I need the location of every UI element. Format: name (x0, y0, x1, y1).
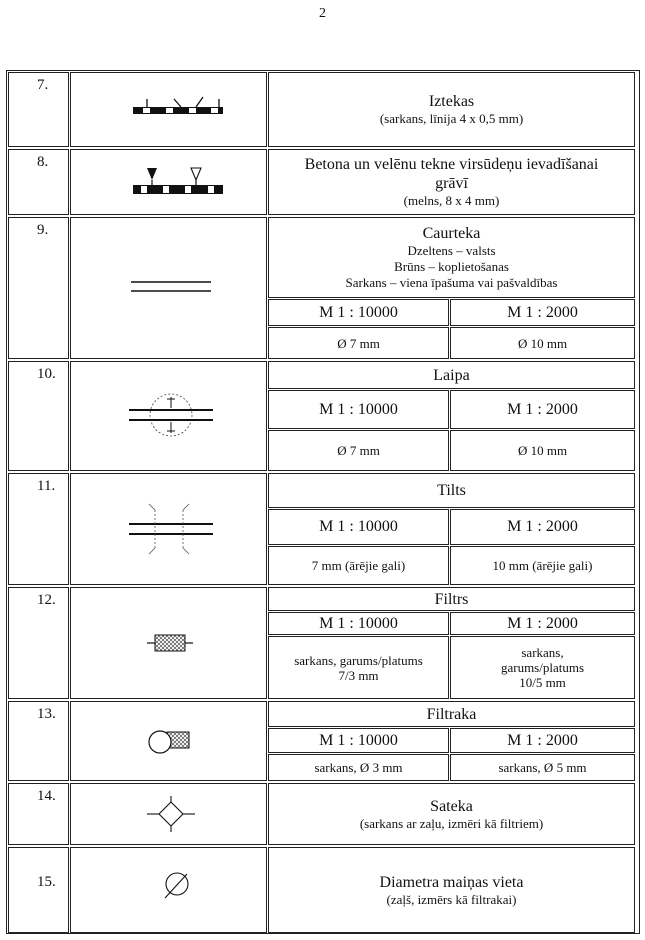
scale-10000-value: Ø 7 mm (268, 430, 449, 471)
table-row-10 (7, 361, 639, 471)
symbol-title: Tilts (268, 473, 635, 508)
scale-10000-header: M 1 : 10000 (268, 612, 449, 635)
row-number: 8. (8, 149, 69, 215)
scale-10000-header: M 1 : 10000 (268, 728, 449, 753)
table-row-11 (7, 473, 639, 585)
value-line: 10/5 mm (519, 675, 566, 690)
table-row-15 (7, 847, 639, 933)
table-row-8 (7, 149, 639, 215)
scale-10000-header: M 1 : 10000 (268, 390, 449, 429)
row-number: 7. (8, 72, 69, 147)
scale-2000-header: M 1 : 2000 (450, 390, 635, 429)
scale-10000-value: 7 mm (ārējie gali) (268, 546, 449, 585)
scale-10000-value: Ø 7 mm (268, 327, 449, 359)
row-number: 10. (8, 361, 69, 471)
symbol-title: Filtrs (268, 587, 635, 611)
filter-well-symbol-icon (70, 701, 267, 781)
symbol-title: Filtraka (268, 701, 635, 727)
symbol-title: Sateka (430, 797, 473, 815)
symbol-title: Caurteka (422, 225, 481, 242)
value-line: garums/platums (500, 660, 585, 675)
row-number: 13. (8, 701, 69, 781)
row-number: 14. (8, 783, 69, 845)
symbol-spec: (sarkans ar zaļu, izmēri kā filtriem) (359, 815, 544, 831)
scale-2000-value: 10 mm (ārējie gali) (450, 546, 635, 585)
bridge-symbol-icon (70, 473, 267, 585)
description-cell (268, 149, 635, 215)
value-line: sarkans, garums/platums (294, 652, 423, 668)
scale-2000-value: sarkans, Ø 5 mm (450, 754, 635, 781)
footbridge-symbol-icon (70, 361, 267, 471)
table-row-13 (7, 701, 639, 781)
symbol-spec: (sarkans, līnija 4 x 0,5 mm) (379, 111, 524, 126)
scale-2000-header: M 1 : 2000 (450, 728, 635, 753)
symbol-title: Iztekas (428, 93, 475, 110)
row-number: 9. (8, 217, 69, 359)
table-row-12 (7, 587, 639, 699)
table-row-7 (7, 71, 639, 147)
page-number: 2 (319, 6, 326, 21)
scale-2000-header: M 1 : 2000 (450, 509, 635, 545)
culvert-symbol-icon (70, 217, 267, 359)
scale-10000-value: sarkans, Ø 3 mm (268, 754, 449, 781)
scale-10000-header: M 1 : 10000 (268, 509, 449, 545)
symbol-legend-table (6, 70, 640, 934)
scale-2000-header: M 1 : 2000 (450, 612, 635, 635)
color-note-shared: Brūns – koplietošanas (394, 259, 509, 274)
scale-2000-value: Ø 10 mm (450, 430, 635, 471)
scale-2000-value (450, 636, 635, 699)
diameter-change-symbol-icon (70, 847, 267, 933)
ditch-outlet-symbol-icon (70, 72, 267, 147)
symbol-title: Laipa (268, 361, 635, 389)
concrete-turf-gutter-symbol-icon (70, 149, 267, 215)
row-number: 11. (8, 473, 69, 585)
table-row-14 (7, 783, 639, 845)
symbol-title-line-2: grāvī (435, 175, 468, 192)
table-row-9 (7, 217, 639, 359)
description-cell (268, 72, 635, 147)
description-cell (268, 783, 635, 845)
color-note-state: Dzeltens – valsts (407, 243, 496, 258)
scale-2000-value: Ø 10 mm (450, 327, 635, 359)
row-number: 15. (8, 847, 69, 933)
filter-symbol-icon (70, 587, 267, 699)
value-line: 7/3 mm (338, 667, 379, 683)
description-cell (268, 847, 635, 933)
scale-2000-header: M 1 : 2000 (450, 299, 635, 326)
symbol-title-line-1: Betona un velēnu tekne virsūdeņu ievadīšanai (304, 156, 599, 173)
value-line: sarkans, (521, 645, 564, 660)
symbol-title: Diametra maiņas vieta (379, 873, 524, 891)
row-number: 12. (8, 587, 69, 699)
symbol-spec: (zaļš, izmērs kā filtrakai) (386, 891, 517, 907)
symbol-spec: (melns, 8 x 4 mm) (403, 193, 500, 208)
scale-10000-value (268, 636, 449, 699)
description-cell (268, 217, 635, 298)
color-note-private: Sarkans – viena īpašuma vai pašvaldības (345, 275, 558, 290)
junction-well-symbol-icon (70, 783, 267, 845)
scale-10000-header: M 1 : 10000 (268, 299, 449, 326)
